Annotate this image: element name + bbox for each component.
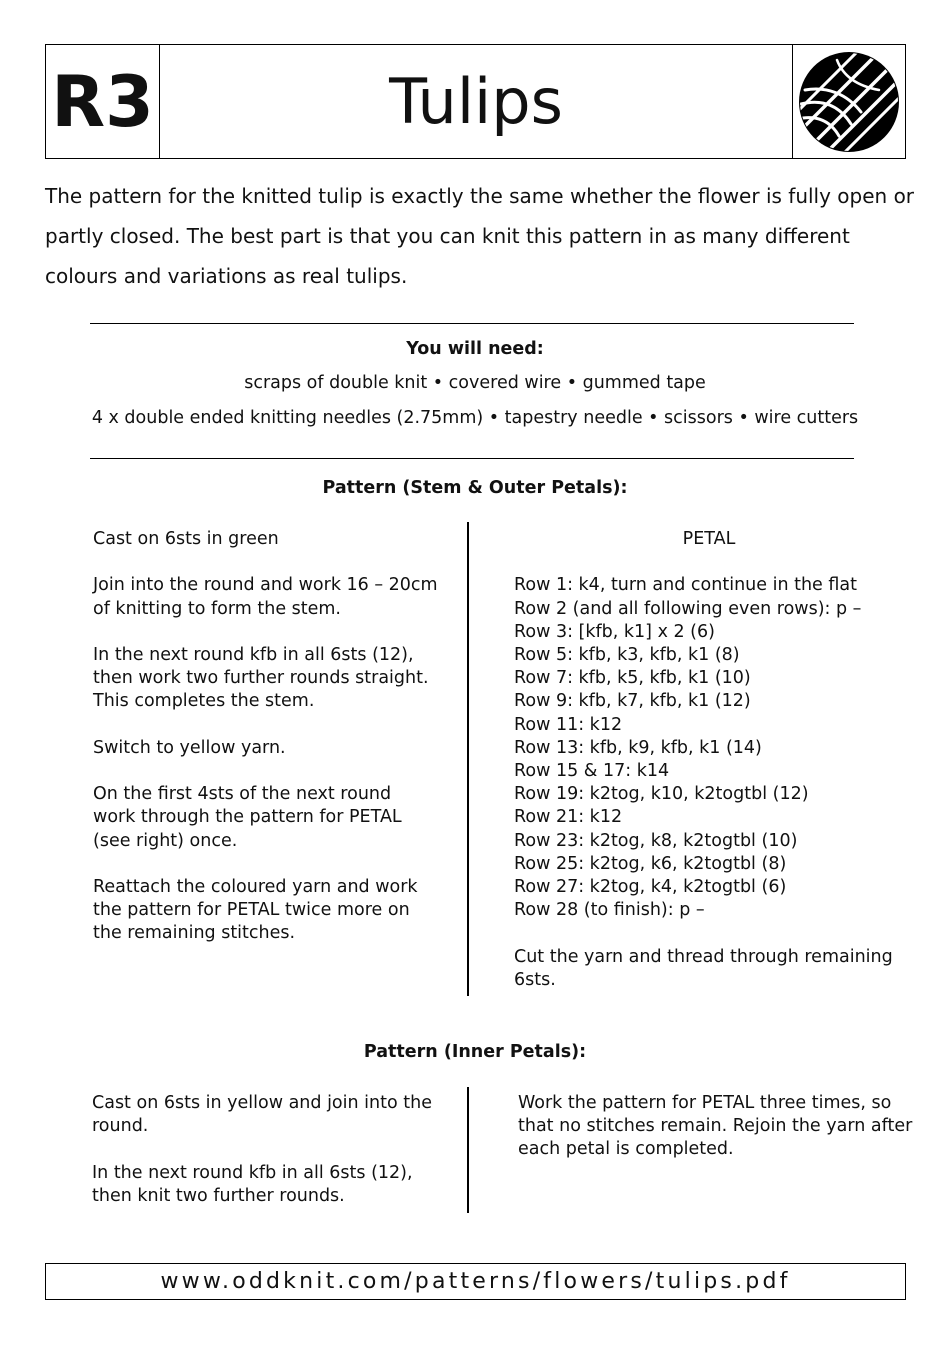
petal-row: Row 11: k12 [514,714,623,735]
inner-instructions [92,1092,437,1208]
stem-step: In the next round kfb in all 6sts (12), then work two further rounds straight. This completes the stem. [93,644,429,712]
stem-instructions [93,528,438,946]
petal-row: Row 15 & 17: k14 [514,761,670,782]
inner-petal-instructions [518,1092,913,1162]
stem-step: Switch to yellow yarn. [93,737,286,758]
column-divider-2 [467,1087,469,1213]
petal-row: Row 7: kfb, k5, kfb, k1 (10) [514,668,751,689]
logo-cell [792,45,905,158]
column-divider-1 [467,522,469,996]
petal-row: Row 3: [kfb, k1] x 2 (6) [514,621,715,642]
petal-title: PETAL [682,529,736,549]
pattern-code: R3 [46,45,160,158]
inner-pattern-heading: Pattern (Inner Petals): [363,1042,587,1062]
needs-heading: You will need: [406,339,544,359]
petal-row: Row 13: kfb, k9, kfb, k1 (14) [514,737,762,758]
divider-top [90,323,854,324]
needs-line-1: scraps of double knit • covered wire • gummed tape [244,373,706,393]
petal-row: Row 2 (and all following even rows): p – [514,598,862,619]
petal-row: Row 9: kfb, k7, kfb, k1 (12) [514,691,751,712]
stem-step: On the first 4sts of the next round work through the pattern for PETAL (see right) once. [93,784,402,851]
inner-petal-text: Work the pattern for PETAL three times, so that no stitches remain. Rejoin the yarn after each petal is completed. [518,1093,913,1160]
stem-step: Cast on 6sts in green [93,529,279,549]
petal-row: Row 28 (to finish): p – [514,900,705,921]
divider-bottom [90,458,854,459]
inner-step: In the next round kfb in all 6sts (12), then knit two further rounds. [92,1162,413,1206]
header-box [45,44,906,159]
page-title: Tulips [389,65,563,138]
petal-row: Row 21: k12 [514,807,623,828]
petal-row: Row 27: k2tog, k4, k2togtbl (6) [514,877,787,898]
stem-step: Join into the round and work 16 – 20cm of knitting to form the stem. [93,575,438,619]
petal-row: Row 25: k2tog, k6, k2togtbl (8) [514,853,787,874]
inner-step: Cast on 6sts in yellow and join into the round. [92,1093,432,1137]
petal-row: Row 19: k2tog, k10, k2togtbl (12) [514,784,809,805]
petal-finish: Cut the yarn and thread through remaining 6sts. [514,946,893,990]
needs-line-2: 4 x double ended knitting needles (2.75mm) • tapestry needle • scissors • wire cutters [91,408,859,428]
footer-url-text[interactable]: www.oddknit.com/patterns/flowers/tulips.pdf [160,1269,791,1294]
stem-pattern-heading: Pattern (Stem & Outer Petals): [322,478,628,498]
yarn-ball-icon [797,50,901,154]
petal-row: Row 1: k4, turn and continue in the flat [514,575,857,596]
stem-step: Reattach the coloured yarn and work the pattern for PETAL twice more on the remaining stitches. [93,876,418,944]
petal-row: Row 23: k2tog, k8, k2togtbl (10) [514,830,798,851]
petal-rows [514,574,909,922]
petal-row: Row 5: kfb, k3, kfb, k1 (8) [514,645,740,665]
intro-paragraph: The pattern for the knitted tulip is exactly the same whether the flower is fully open or partly closed. The best part is that you can knit this pattern in as many different colours and variations as real tulips. [45,184,915,288]
footer-url [45,1263,906,1300]
petal-instructions [514,528,909,992]
